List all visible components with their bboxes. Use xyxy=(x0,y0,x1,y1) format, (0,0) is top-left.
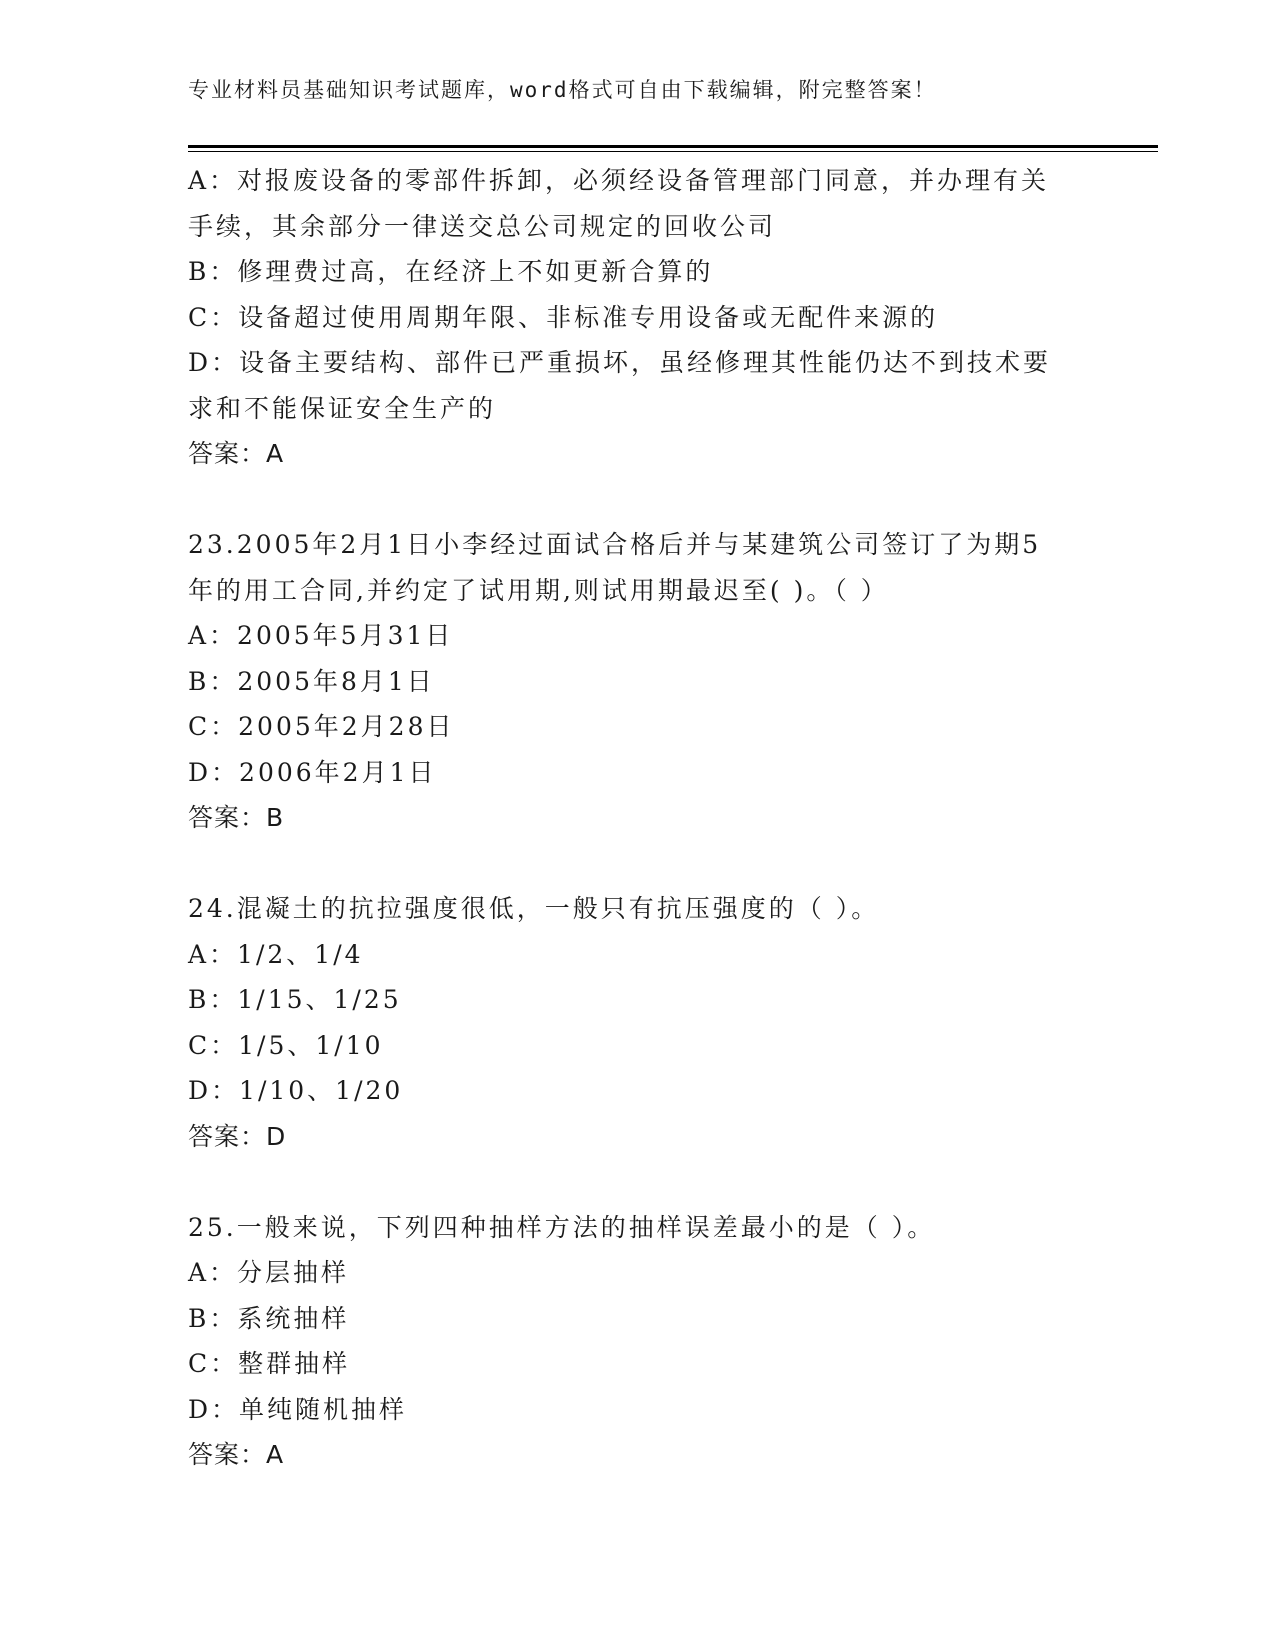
option-c: C：设备超过使用周期年限、非标准专用设备或无配件来源的 xyxy=(188,302,939,332)
question-24 xyxy=(188,886,1088,1159)
option-d-line-1: D：设备主要结构、部件已严重损坏，虽经修理其性能仍达不到技术要 xyxy=(188,348,1052,377)
answer: 答案：B xyxy=(188,803,285,832)
option-d: D：1/10、1/20 xyxy=(188,1076,404,1105)
option-b: B：系统抽样 xyxy=(188,1303,350,1333)
option-c: C：1/5、1/10 xyxy=(188,1030,384,1060)
question-22-options xyxy=(188,158,1088,477)
spacer xyxy=(188,1159,1088,1205)
option-d-line-2: 求和不能保证安全生产的 xyxy=(188,393,497,423)
question-23 xyxy=(188,522,1088,841)
option-c: C：2005年2月28日 xyxy=(188,712,455,741)
option-a: A：1/2、1/4 xyxy=(188,939,364,969)
spacer xyxy=(188,477,1088,523)
option-a-line-2: 手续，其余部分一律送交总公司规定的回收公司 xyxy=(188,211,777,241)
option-d: D：2006年2月1日 xyxy=(188,757,437,787)
document-body xyxy=(188,158,1088,1478)
question-stem-line-2: 年的用工合同,并约定了试用期,则试用期最迟至( )。（ ） xyxy=(188,575,889,605)
spacer xyxy=(188,841,1088,887)
page-header: 专业材料员基础知识考试题库，word格式可自由下载编辑，附完整答案！ xyxy=(188,78,937,102)
question-stem: 24.混凝土的抗拉强度很低，一般只有抗压强度的（ ）。 xyxy=(188,894,880,923)
option-a: A：2005年5月31日 xyxy=(188,621,454,650)
header-rule-thin xyxy=(188,151,1158,152)
answer: 答案：A xyxy=(188,439,285,468)
question-stem: 25.一般来说，下列四种抽样方法的抽样误差最小的是（ ）。 xyxy=(188,1212,936,1242)
header-rule-thick xyxy=(188,145,1158,148)
option-a: A：分层抽样 xyxy=(188,1258,350,1287)
option-b: B：2005年8月1日 xyxy=(188,666,435,696)
question-stem-line-1: 23.2005年2月1日小李经过面试合格后并与某建筑公司签订了为期5 xyxy=(188,530,1042,559)
option-b: B：1/15、1/25 xyxy=(188,985,402,1014)
option-b: B：修理费过高，在经济上不如更新合算的 xyxy=(188,257,714,286)
option-c: C：整群抽样 xyxy=(188,1349,351,1378)
answer: 答案：D xyxy=(188,1121,287,1151)
option-d: D：单纯随机抽样 xyxy=(188,1394,408,1424)
option-a-line-1: A：对报废设备的零部件拆卸，必须经设备管理部门同意，并办理有关 xyxy=(188,166,1050,195)
question-25 xyxy=(188,1205,1088,1478)
answer: 答案：A xyxy=(188,1440,285,1469)
